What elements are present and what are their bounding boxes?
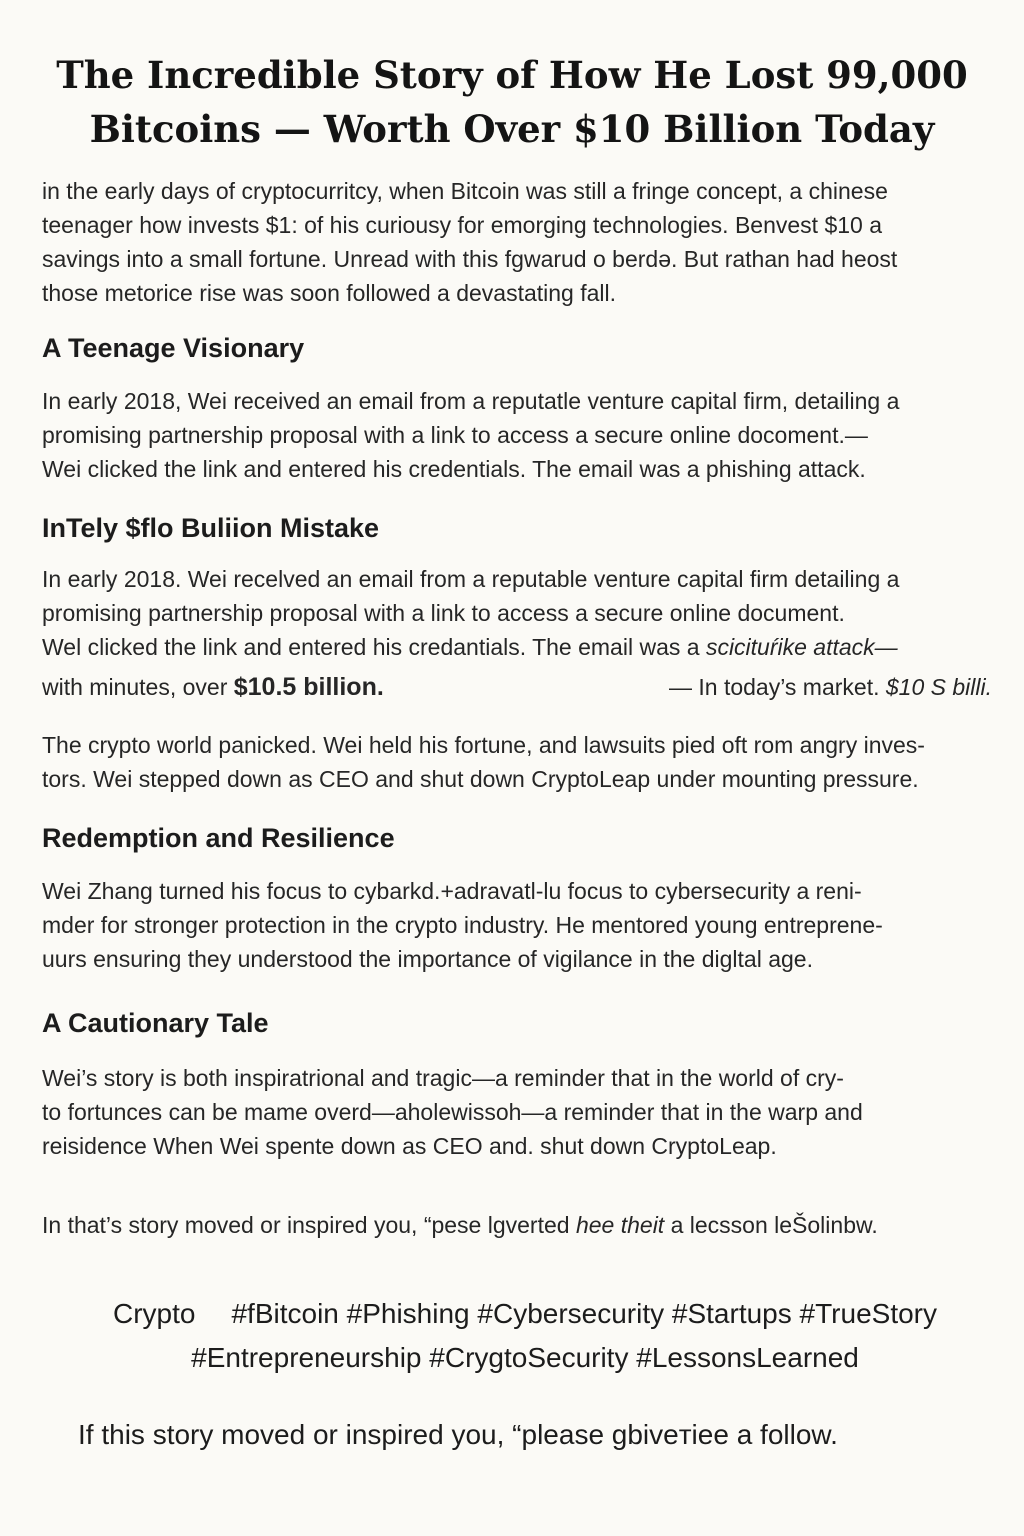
paragraph-line-text: Wel clicked the link and entered his credantials. The email was a <box>42 634 700 660</box>
section-heading-mistake: InTely $flo Buliion Mistake <box>42 513 380 543</box>
paragraph-line: reisidence When Wei spente down as CEO and. shut down CryptoLeap. <box>42 1133 777 1159</box>
billion-row <box>42 670 992 704</box>
hashtag-list[interactable]: #fBitcoin #Phishing #Cybersecurity #Startups #TrueStory <box>231 1298 937 1329</box>
section-paragraph-cautionary-tale <box>42 1061 992 1163</box>
inspire-italic: hee theit <box>575 1212 665 1238</box>
paragraph-line: In early 2018. Wei recelved an email from a reputable venture capital firm detailing a <box>42 566 900 592</box>
title-line-2: Bitcoins — Worth Over $10 Billion Today <box>89 107 935 151</box>
paragraph-line: uurs ensuring they understood the importance of vigilance in the digltal age. <box>42 946 813 972</box>
intro-line: teenager how invests $1: of his curiousy for emorging technologies. Benvest $10 a <box>42 212 882 238</box>
title-line-1: The Incredible Story of How He Lost 99,000 <box>56 53 968 97</box>
hashtag-block <box>60 1292 990 1380</box>
paragraph-line: In early 2018, Wei received an email from a reputatle venture capital firm, detailing a <box>42 388 900 414</box>
inspire-text: In that’s story moved or inspired you, “pese lgverted <box>42 1212 576 1238</box>
paragraph-line: promising partnership proposal with a link to access a secure online document. <box>42 600 845 626</box>
paragraph-line: to fortunces can be mame overd—aholewissoh—a reminder that in the warp and <box>42 1099 863 1125</box>
inspire-tail: a lecsson leŠolinbw. <box>664 1212 878 1238</box>
paragraph-line: tors. Wei stepped down as CEO and shut down CryptoLeap under mounting pressure. <box>42 766 919 792</box>
billion-row-left <box>42 670 384 704</box>
paragraph-line <box>42 630 992 664</box>
hashtag-line-2[interactable]: #Entrepreneurship #CrygtoSecurity #LessonsLearned <box>191 1342 859 1373</box>
hashtag-line-1 <box>60 1292 990 1336</box>
market-amount: $10 S billi. <box>885 674 992 700</box>
section-heading-teenage-visionary: A Teenage Visionary <box>42 333 305 363</box>
paragraph-line: Wei’s story is both inspiratrional and tragic—a reminder that in the world of cry- <box>42 1065 844 1091</box>
section-heading-cautionary-tale: A Cautionary Tale <box>42 1008 269 1038</box>
follow-call-to-action: If this story moved or inspired you, “please gbiveтiee a follow. <box>78 1419 838 1450</box>
article-title <box>40 48 984 156</box>
italic-phrase: scicituŕike attack— <box>705 634 898 660</box>
intro-line: in the early days of cryptocurritcy, when Bitcoin was still a fringe concept, a chinese <box>42 178 888 204</box>
paragraph-line: The crypto world panicked. Wei held his fortune, and lawsuits pied oft rom angry inves- <box>42 732 925 758</box>
intro-paragraph <box>42 174 992 310</box>
section-paragraph-mistake <box>42 562 992 704</box>
section-paragraph-teenage-visionary <box>42 384 992 486</box>
billion-row-right <box>669 670 992 704</box>
inspire-paragraph <box>42 1208 992 1242</box>
inspire-line <box>42 1208 992 1242</box>
intro-line: savings into a small fortune. Unread with this fgwarud o berdə. But rathan had heost <box>42 246 898 272</box>
paragraph-line: Wei clicked the link and entered his credentials. The email was a phishing attack. <box>42 456 866 482</box>
section-paragraph-redemption <box>42 874 992 976</box>
billion-amount: $10.5 billion. <box>233 673 384 701</box>
paragraph-line: Wei Zhang turned his focus to cybarkd.+adravatl-lu focus to cybersecurity a reni- <box>42 878 862 904</box>
aftermath-paragraph <box>42 728 992 796</box>
market-text: — In today’s market. <box>668 674 886 700</box>
paragraph-line: mder for stronger protection in the crypto industry. He mentored young entreprene- <box>42 912 883 938</box>
paragraph-line: promising partnership proposal with a link to access a secure online docoment.— <box>42 422 868 448</box>
section-heading-redemption: Redemption and Resilience <box>42 823 395 853</box>
intro-line: those metorice rise was soon followed a devastating fall. <box>42 280 617 306</box>
hashtag-label: Crypto <box>113 1298 196 1329</box>
billion-row-text: with minutes, over <box>42 674 234 700</box>
